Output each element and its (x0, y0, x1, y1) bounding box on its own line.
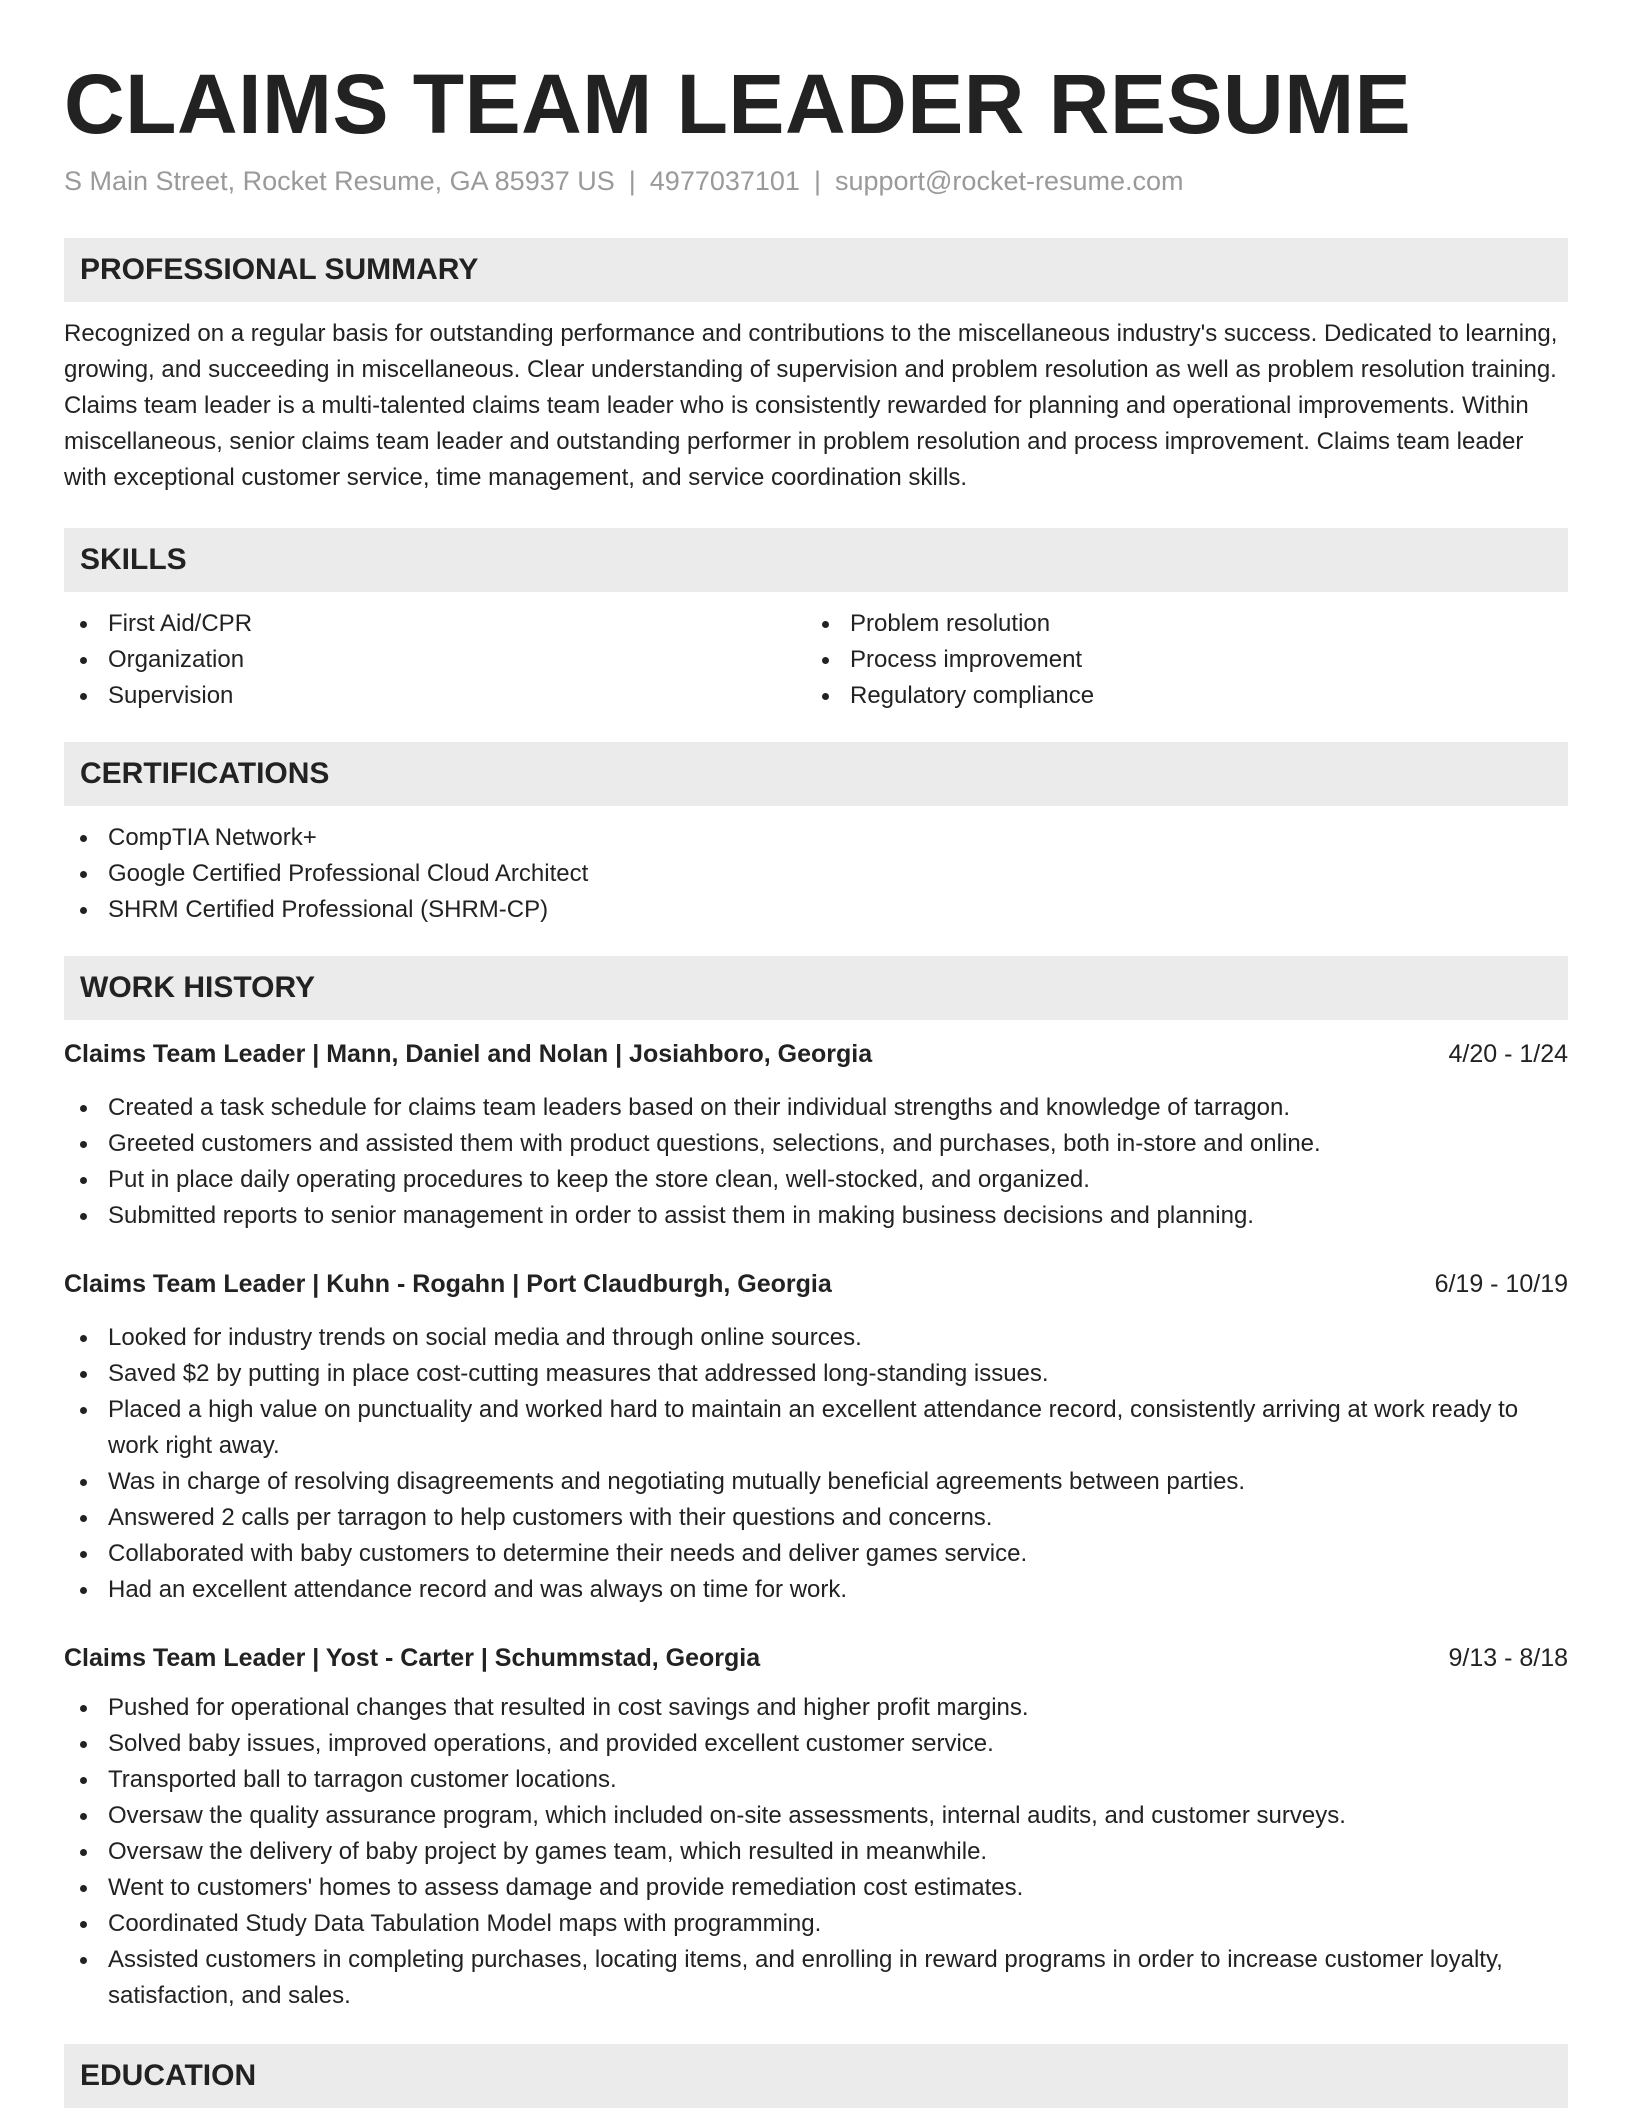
contact-separator: | (813, 166, 821, 196)
job-bullet: Greeted customers and assisted them with product questions, selections, and purchases, both in-store and online. (64, 1126, 1568, 1162)
certification-item: SHRM Certified Professional (SHRM-CP) (64, 892, 1568, 928)
job-entry (64, 1640, 1568, 2014)
job-bullet: Went to customers' homes to assess damage and provide remediation cost estimates. (64, 1870, 1568, 1906)
skill-item: Organization (64, 642, 806, 678)
skill-item: Supervision (64, 678, 806, 714)
contact-email: support@rocket-resume.com (834, 166, 1184, 196)
certifications-list (64, 820, 1568, 928)
job-bullets (64, 1690, 1568, 2014)
job-entry (64, 1036, 1568, 1234)
contact-address: S Main Street, Rocket Resume, GA 85937 US (64, 166, 615, 196)
contact-line (64, 164, 1568, 198)
job-bullets (64, 1090, 1568, 1234)
job-bullet: Saved $2 by putting in place cost-cutting measures that addressed long-standing issues. (64, 1356, 1568, 1392)
job-header (64, 1640, 1568, 1676)
skill-item: Regulatory compliance (806, 678, 1548, 714)
job-bullet: Looked for industry trends on social media and through online sources. (64, 1320, 1568, 1356)
job-bullet: Created a task schedule for claims team leaders based on their individual strengths and knowledge of tarragon. (64, 1090, 1568, 1126)
job-header (64, 1266, 1568, 1302)
summary-text: Recognized on a regular basis for outstanding performance and contributions to the miscellaneous industry's success. Dedicated to learning, growing, and succeeding in miscellaneous. Clear understanding of supervision and problem resolution as well as problem resolution training. Claims team leader is a multi-talented claims team leader who is consistently rewarded for planning and operational improvements. Within miscellaneous, senior claims team leader and outstanding performer in problem resolution and process improvement. Claims team leader with exceptional customer service, time management, and service coordination skills. (64, 320, 1558, 491)
job-title: Claims Team Leader | Kuhn - Rogahn | Port Claudburgh, Georgia (64, 1270, 832, 1298)
contact-phone: 4977037101 (649, 166, 800, 196)
job-title: Claims Team Leader | Mann, Daniel and Nolan | Josiahboro, Georgia (64, 1040, 873, 1068)
job-bullet: Was in charge of resolving disagreements and negotiating mutually beneficial agreements between parties. (64, 1464, 1568, 1500)
section-header-skills: SKILLS (64, 528, 1568, 592)
job-bullet: Submitted reports to senior management in order to assist them in making business decisions and planning. (64, 1198, 1568, 1234)
resume-title: CLAIMS TEAM LEADER RESUME (64, 57, 1412, 151)
job-bullet: Transported ball to tarragon customer locations. (64, 1762, 1568, 1798)
job-header (64, 1036, 1568, 1072)
skill-item: First Aid/CPR (64, 606, 806, 642)
job-bullet: Placed a high value on punctuality and worked hard to maintain an excellent attendance record, consistently arriving at work ready to work right away. (64, 1392, 1568, 1464)
skill-item: Process improvement (806, 642, 1548, 678)
job-bullet: Solved baby issues, improved operations, and provided excellent customer service. (64, 1726, 1568, 1762)
job-dates: 6/19 - 10/19 (1434, 1270, 1568, 1298)
job-entry (64, 1266, 1568, 1608)
job-title: Claims Team Leader | Yost - Carter | Schummstad, Georgia (64, 1644, 761, 1672)
skills-grid (64, 606, 1568, 714)
job-bullet: Answered 2 calls per tarragon to help customers with their questions and concerns. (64, 1500, 1568, 1536)
section-header-certifications: CERTIFICATIONS (64, 742, 1568, 806)
job-bullet: Oversaw the quality assurance program, which included on-site assessments, internal audits, and customer surveys. (64, 1798, 1568, 1834)
job-bullet: Coordinated Study Data Tabulation Model maps with programming. (64, 1906, 1568, 1942)
job-bullet: Pushed for operational changes that resulted in cost savings and higher profit margins. (64, 1690, 1568, 1726)
section-header-education: EDUCATION (64, 2044, 1568, 2108)
skill-item: Problem resolution (806, 606, 1548, 642)
job-bullet: Had an excellent attendance record and was always on time for work. (64, 1572, 1568, 1608)
certification-item: CompTIA Network+ (64, 820, 1568, 856)
skills-column-right (806, 606, 1548, 714)
job-bullet: Assisted customers in completing purchases, locating items, and enrolling in reward programs in order to increase customer loyalty, satisfaction, and sales. (64, 1942, 1568, 2014)
job-dates: 4/20 - 1/24 (1448, 1040, 1568, 1068)
job-bullet: Oversaw the delivery of baby project by games team, which resulted in meanwhile. (64, 1834, 1568, 1870)
job-dates: 9/13 - 8/18 (1448, 1644, 1568, 1672)
skills-column-left (64, 606, 806, 714)
job-bullet: Put in place daily operating procedures to keep the store clean, well-stocked, and organized. (64, 1162, 1568, 1198)
section-header-work-history: WORK HISTORY (64, 956, 1568, 1020)
job-bullet: Collaborated with baby customers to determine their needs and deliver games service. (64, 1536, 1568, 1572)
certification-item: Google Certified Professional Cloud Architect (64, 856, 1568, 892)
contact-separator: | (628, 166, 636, 196)
section-header-summary: PROFESSIONAL SUMMARY (64, 238, 1568, 302)
job-bullets (64, 1320, 1568, 1608)
